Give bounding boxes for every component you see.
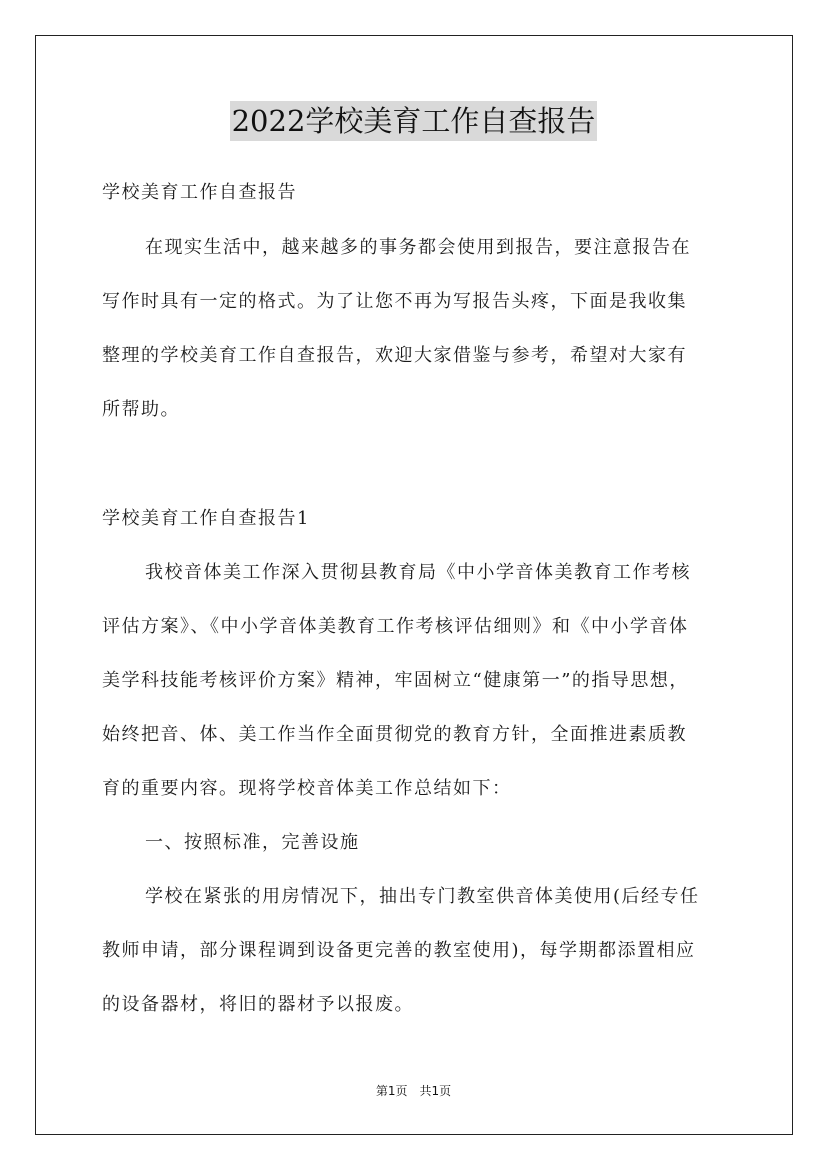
intro-heading: 学校美育工作自查报告	[102, 182, 297, 203]
paragraph-line: 育的重要内容。现将学校音体美工作总结如下：	[102, 778, 512, 799]
page-number-footer: 第1页 共1页	[375, 1084, 452, 1098]
paragraph-line: 评估方案》、《中小学音体美教育工作考核评估细则》和《中小学音体	[102, 616, 689, 637]
paragraph-line: 在现实生活中，越来越多的事务都会使用到报告，要注意报告在	[145, 237, 691, 258]
paragraph-line: 写作时具有一定的格式。为了让您不再为写报告头疼，下面是我收集	[102, 291, 687, 312]
title-container	[0, 101, 827, 141]
subsection-heading: 一、按照标准，完善设施	[145, 832, 360, 853]
paragraph-line: 我校音体美工作深入贯彻县教育局《中小学音体美教育工作考核	[145, 562, 691, 583]
paragraph-line: 教师申请，部分课程调到设备更完善的教室使用)，每学期都添置相应	[102, 940, 696, 961]
section-heading: 学校美育工作自查报告1	[102, 508, 310, 529]
paragraph-line: 始终把音、体、美工作当作全面贯彻党的教育方针，全面推进素质教	[102, 724, 687, 745]
paragraph-line: 整理的学校美育工作自查报告，欢迎大家借鉴与参考，希望对大家有	[102, 345, 687, 366]
paragraph-line: 的设备器材，将旧的器材予以报废。	[102, 994, 414, 1015]
paragraph-line: 所帮助。	[102, 399, 180, 420]
paragraph-line: 学校在紧张的用房情况下，抽出专门教室供音体美使用(后经专任	[145, 886, 700, 907]
paragraph-line: 美学科技能考核评价方案》精神，牢固树立“健康第一”的指导思想，	[102, 670, 689, 691]
document-title: 2022学校美育工作自查报告	[230, 101, 598, 141]
